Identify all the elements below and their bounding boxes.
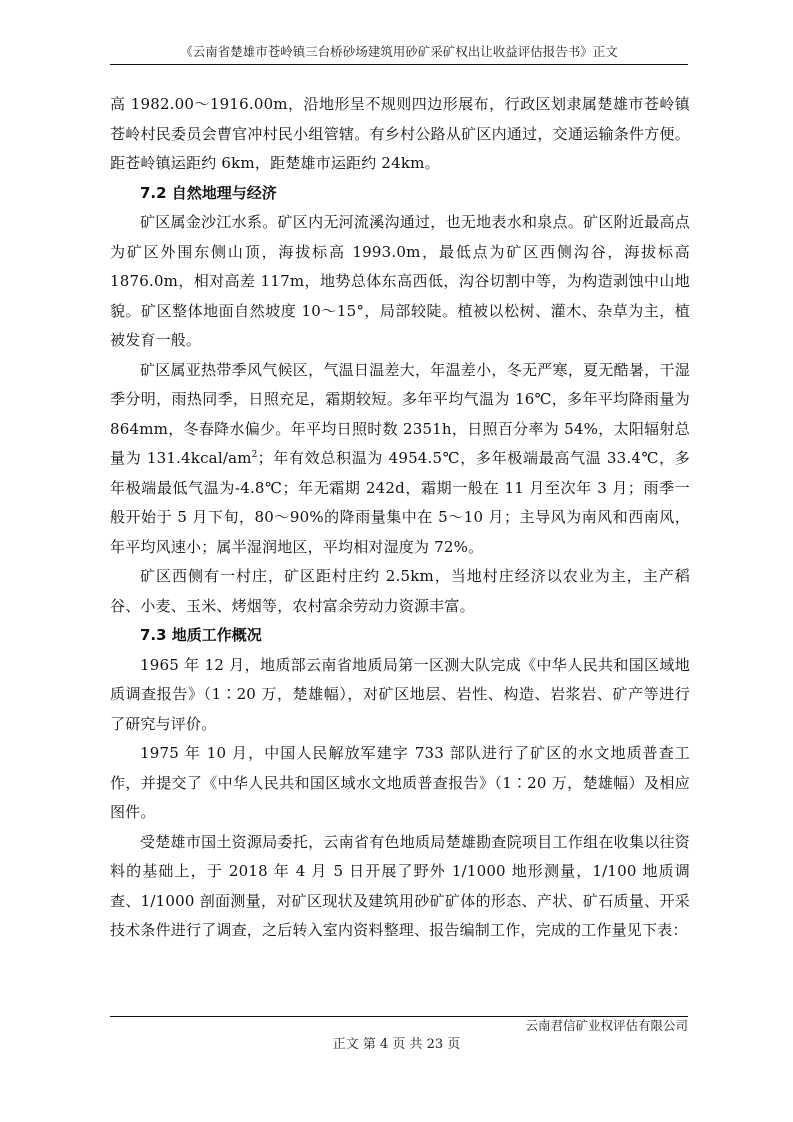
section-heading-7-3: 7.3 地质工作概况 — [140, 626, 262, 644]
page-header: 《云南省楚雄市苍岭镇三台桥砂场建筑用砂矿采矿权出让收益评估报告书》正文 — [180, 44, 618, 59]
footer-divider — [110, 1016, 688, 1017]
paragraph-geography: 矿区属金沙江水系。矿区内无河流溪沟通过，也无地表水和泉点。矿区附近最高点为矿区外围东侧山顶，海拔标高 1993.0m，最低点为矿区西侧沟谷，海拔标高 1876.0m，相对高差 117m，地势总体东高西低，沟谷切割中等，为构造剥蚀中山地貌。矿区整体地面自然坡度 10～15°，局部较陡。植被以松树、灌木、杂草为主，植被发育一般。 — [110, 213, 690, 349]
footer-company: 云南君信矿业权评估有限公司 — [525, 1018, 688, 1033]
paragraph-location: 高 1982.00～1916.00m，沿地形呈不规则四边形展布，行政区划隶属楚雄市苍岭镇苍岭村民委员会曹官冲村民小组管辖。有乡村公路从矿区内通过，交通运输条件方便。距苍岭镇运距约 6km，距楚雄市运距约 24km。 — [110, 95, 690, 172]
paragraph-climate — [110, 356, 690, 563]
paragraph-history-1975: 1975 年 10 月，中国人民解放军建字 733 部队进行了矿区的水文地质普查工作，并提交了《中华人民共和国区域水文地质普查报告》（1∶20 万，楚雄幅）及相应图件。 — [110, 744, 690, 821]
document-body — [110, 90, 690, 946]
climate-text-part1: 矿区属亚热带季风气候区，气温日温差大，年温差小，冬无严寒，夏无酷暑，干湿季分明，雨热同季，日照充足，霜期较短。多年平均气温为 16℃，多年平均降雨量为 864mm，冬春降水偏少。年平均日照时数 2351h，日照百分率为 54%，太阳辐射总量为 131.4kcal/am — [110, 360, 690, 467]
paragraph-economy: 矿区西侧有一村庄，矿区距村庄约 2.5km，当地村庄经济以农业为主，主产稻谷、小麦、玉米、烤烟等，农村富余劳动力资源丰富。 — [110, 567, 690, 615]
section-heading-7-2: 7.2 自然地理与经济 — [140, 183, 277, 202]
paragraph-history-1965: 1965 年 12 月，地质部云南省地质局第一区测大队完成《中华人民共和国区域地质调查报告》（1∶20 万，楚雄幅），对矿区地层、岩性、构造、岩浆岩、矿产等进行了研究与评价。 — [110, 655, 690, 733]
paragraph-survey-2018: 受楚雄市国土资源局委托，云南省有色地质局楚雄勘查院项目工作组在收集以往资料的基础上，于 2018 年 4 月 5 日开展了野外 1/1000 地形测量，1/100 地质调查、1/1000 剖面测量，对矿区现状及建筑用砂矿矿体的形态、产状、矿石质量、开采技术条件进行了调查，之后转入室内资料整理、报告编制工作，完成的工作量见下表： — [110, 832, 690, 939]
page-number: 正文 第 4 页 共 23 页 — [332, 1037, 461, 1052]
climate-text-part2: ；年有效总积温为 4954.5℃，多年极端最高气温 33.4℃，多年极端最低气温为-4.8℃；年无霜期 242d，霜期一般在 11 月至次年 3 月；雨季一般开始于 5 月下旬，80～90%的降雨量集中在 5～10 月；主导风为南风和西南风，年平均风速小；属半湿润地区，平均相对湿度为 72%。 — [110, 449, 690, 556]
superscript: 2 — [251, 450, 258, 460]
header-divider — [110, 64, 688, 65]
